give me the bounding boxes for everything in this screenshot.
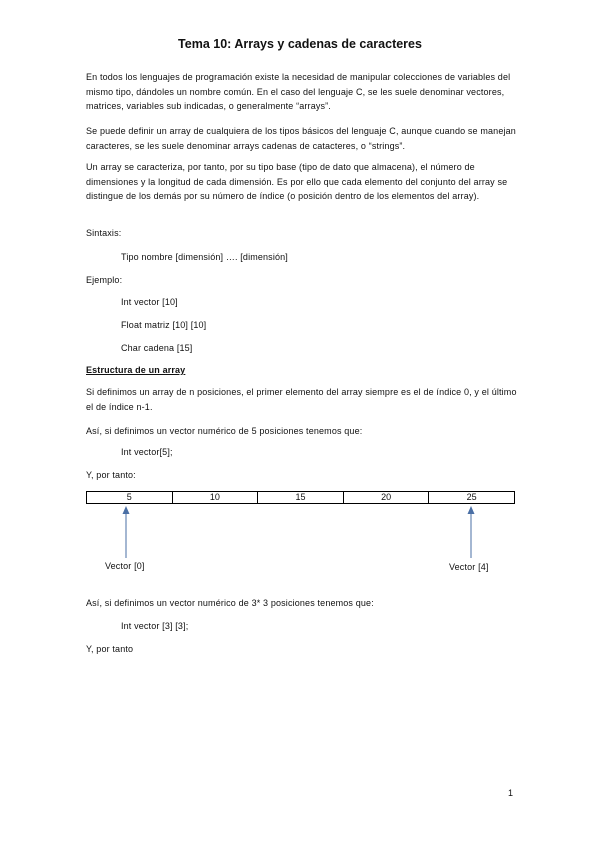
vector-cell: 25 bbox=[429, 492, 515, 504]
section-heading: Estructura de un array bbox=[86, 365, 186, 375]
paragraph-characteristics: Un array se caracteriza, por tanto, por su tipo base (tipo de dato que almacena), el número de dimensiones y la longitud de cada dimensión. Es por ello que cada elemento del conjunto del array se distingue de los demás por su número de índice (o posición dentro de los elementos del array). bbox=[86, 162, 508, 201]
vector-cell: 10 bbox=[172, 492, 258, 504]
vector-table bbox=[86, 491, 515, 504]
code-vector-5: Int vector[5]; bbox=[121, 447, 173, 457]
vector-cell: 20 bbox=[343, 492, 429, 504]
paragraph-intro: En todos los lenguajes de programación existe la necesidad de manipular colecciones de variables del mismo tipo, dándoles un nombre común. En el caso del lenguaje C, se les suele denominar vectores, matrices, variables sub indicadas, o generalmente “arrays”. bbox=[86, 72, 511, 111]
example-line: Int vector [10] bbox=[121, 297, 178, 307]
por-tanto-label-2: Y, por tanto bbox=[86, 644, 134, 654]
table-row bbox=[87, 492, 515, 504]
syntax-label: Sintaxis: bbox=[86, 228, 122, 238]
sentence-vector-3x3: Así, si definimos un vector numérico de 3* 3 posiciones tenemos que: bbox=[86, 598, 374, 608]
arrow-up-icon bbox=[118, 506, 134, 558]
label-vector-last: Vector [4] bbox=[449, 562, 489, 572]
example-label: Ejemplo: bbox=[86, 275, 123, 285]
paragraph-types: Se puede definir un array de cualquiera de los tipos básicos del lenguaje C, aunque cuando se manejan caracteres, se les suele denominar arrays cadenas de catacteres, o “strings”. bbox=[86, 126, 516, 151]
example-line: Char cadena [15] bbox=[121, 343, 193, 353]
syntax-line: Tipo nombre [dimensión] …. [dimensión] bbox=[121, 252, 288, 262]
code-vector-3x3: Int vector [3] [3]; bbox=[121, 621, 189, 631]
vector-cell: 5 bbox=[87, 492, 173, 504]
arrow-up-icon bbox=[463, 506, 479, 558]
label-vector-first: Vector [0] bbox=[105, 561, 145, 571]
section-paragraph: Si definimos un array de n posiciones, el primer elemento del array siempre es el de índice 0, y el último el de índice n-1. bbox=[86, 387, 517, 412]
por-tanto-label: Y, por tanto: bbox=[86, 470, 136, 480]
page-number: 1 bbox=[508, 788, 514, 798]
sentence-vector-5: Así, si definimos un vector numérico de 5 posiciones tenemos que: bbox=[86, 426, 363, 436]
page-title: Tema 10: Arrays y cadenas de caracteres bbox=[178, 37, 422, 51]
vector-cell: 15 bbox=[258, 492, 344, 504]
example-line: Float matriz [10] [10] bbox=[121, 320, 207, 330]
